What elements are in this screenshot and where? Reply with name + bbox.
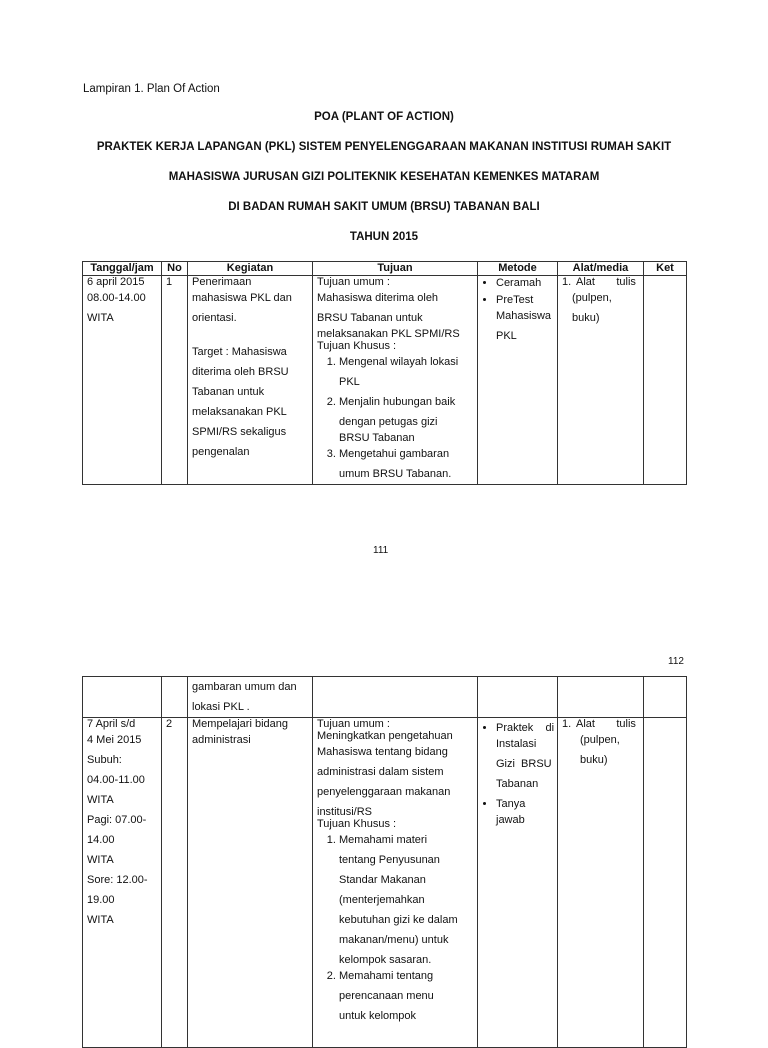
list-item-line: 3. Mengetahui gambaran [339,448,450,460]
list-item-line: BRSU Tabanan [339,432,415,444]
list-item-line: dengan petugas gizi [339,416,438,428]
kegiatan-line: mahasiswa PKL dan [192,292,292,304]
document-page-2 [0,610,768,1024]
cell-kegiatan [188,718,313,1048]
list-item-line: umum BRSU Tabanan. [339,468,452,480]
list-item [496,290,553,346]
header-alat-media: Alat/media [558,262,644,276]
metode-line: jawab [496,814,525,826]
table-row [83,718,687,1048]
cell-metode [478,276,558,485]
tanggal-line: WITA [87,794,114,806]
header-tujuan: Tujuan [313,262,478,276]
header-no: No [162,262,188,276]
doc-subtitle-1: PRAKTEK KERJA LAPANGAN (PKL) SISTEM PENYELENGGARAAN MAKANAN INSTITUSI RUMAH SAKIT [96,141,672,153]
alat-line: buku) [572,312,600,324]
metode-line: • PreTest [496,294,534,306]
row-number: 2 [166,718,173,730]
tujuan-khusus-label: Tujuan Khusus : [317,340,397,352]
metode-line: PKL [496,330,517,342]
row-number: 1 [166,276,173,288]
metode-list [482,718,553,830]
list-item-line: kebutuhan gizi ke dalam [339,914,458,926]
target-line: SPMI/RS sekaligus [192,426,287,438]
list-item [496,718,553,794]
metode-line: • Tanya [496,798,526,810]
tanggal-line: 08.00-14.00 [87,292,146,304]
alat-line: Alat tulis [576,276,636,288]
list-item [562,276,639,288]
cell-tanggal [83,276,162,485]
list-item-line: 2. Menjalin hubungan baik [339,396,456,408]
tanggal-line: 19.00 [87,894,115,906]
cell-ket [644,718,687,1048]
doc-subtitle-3: DI BADAN RUMAH SAKIT UMUM (BRSU) TABANAN BALI [228,201,540,213]
alat-line: Alat tulis [576,718,636,730]
target-line: diterima oleh BRSU [192,366,289,378]
cell-alat-media [558,677,644,718]
list-item [339,352,473,392]
tanggal-line: Pagi: 07.00- [87,814,147,826]
tanggal-line: 04.00-11.00 [87,774,145,786]
table-row-continuation [83,677,687,718]
cell-tanggal [83,677,162,718]
alat-line: (pulpen, [580,734,620,746]
list-item-line: untuk kelompok [339,1010,417,1022]
poa-table-page-2 [82,676,687,1048]
metode-line: Mahasiswa [496,310,552,322]
list-item [496,276,553,290]
cell-alat-media [558,718,644,1048]
list-item-line: Standar Makanan [339,874,426,886]
tanggal-line: 6 april 2015 [87,276,145,288]
cell-kegiatan [188,276,313,485]
cell-no [162,276,188,485]
header-ket: Ket [644,262,687,276]
target-line: Target : Mahasiswa [192,346,287,358]
tanggal-line: Subuh: [87,754,122,766]
tujuan-umum-line: melaksanakan PKL SPMI/RS [317,328,460,340]
list-item-line: PKL [339,376,360,388]
doc-year: TAHUN 2015 [349,231,419,243]
kegiatan-line: gambaran umum dan [192,681,297,693]
cell-ket [644,677,687,718]
tanggal-line: 4 Mei 2015 [87,734,142,746]
metode-line: Instalasi [496,738,537,750]
tanggal-line: WITA [87,914,114,926]
cell-metode [478,718,558,1048]
page-number: 111 [373,545,389,556]
list-item-line: kelompok sasaran. [339,954,432,966]
list-item [562,718,639,730]
kegiatan-line: Mempelajari bidang [192,718,288,730]
table-header-row [83,262,687,276]
tujuan-umum-line: Mahasiswa diterima oleh [317,292,439,304]
cell-tujuan [313,718,478,1048]
target-line: pengenalan [192,446,250,458]
list-number: 1. [562,718,572,730]
cell-tujuan [313,276,478,485]
list-item-line: 1. Memahami materi [339,834,428,846]
metode-line: • Praktek di [496,722,555,734]
list-item [339,830,473,966]
kegiatan-line: Penerimaan [192,276,252,288]
doc-title: POA (PLANT OF ACTION) [314,111,454,123]
poa-table-page-1 [82,261,687,485]
list-item-line: perencanaan menu [339,990,434,1002]
cell-tujuan [313,677,478,718]
list-item [496,794,553,830]
tujuan-khusus-list [317,830,473,1026]
tanggal-line: Sore: 12.00- [87,874,148,886]
list-item [339,444,473,484]
list-item-line: 1. Mengenal wilayah lokasi [339,356,459,368]
list-item-line: (menterjemahkan [339,894,425,906]
doc-subtitle-2: MAHASISWA JURUSAN GIZI POLITEKNIK KESEHATAN KEMENKES MATARAM [168,171,600,183]
alat-line: (pulpen, [572,292,612,304]
list-item [339,966,473,1026]
tujuan-umum-line: institusi/RS [317,806,373,818]
tujuan-umum-line: Mahasiswa tentang bidang [317,746,448,758]
list-item-line: 2. Memahami tentang [339,970,434,982]
cell-kegiatan [188,677,313,718]
target-line: melaksanakan PKL [192,406,287,418]
tanggal-line: WITA [87,312,114,324]
target-line: Tabanan untuk [192,386,265,398]
table-row [83,276,687,485]
tujuan-khusus-label: Tujuan Khusus : [317,818,397,830]
metode-line: • Ceramah [496,277,542,289]
tanggal-line: 14.00 [87,834,115,846]
metode-list [482,276,553,346]
header-kegiatan: Kegiatan [188,262,313,276]
cell-no [162,677,188,718]
tanggal-line: WITA [87,854,114,866]
alat-line: buku) [580,754,608,766]
appendix-caption: Lampiran 1. Plan Of Action [83,83,220,95]
tujuan-umum-label: Tujuan umum : [317,276,390,288]
tujuan-umum-line: Meningkatkan pengetahuan [317,730,453,742]
cell-tanggal [83,718,162,1048]
kegiatan-line: lokasi PKL . [192,701,250,713]
kegiatan-line: orientasi. [192,312,237,324]
cell-no [162,718,188,1048]
list-item [339,392,473,444]
metode-line: Gizi BRSU [496,758,552,770]
list-number: 1. [562,276,572,288]
list-item-line: makanan/menu) untuk [339,934,449,946]
tujuan-umum-line: BRSU Tabanan untuk [317,312,423,324]
page-number: 112 [668,656,684,667]
cell-alat-media [558,276,644,485]
tujuan-umum-line: administrasi dalam sistem [317,766,444,778]
kegiatan-line: administrasi [192,734,251,746]
tujuan-umum-label: Tujuan umum : [317,718,390,730]
header-metode: Metode [478,262,558,276]
header-tanggal: Tanggal/jam [83,262,162,276]
cell-metode [478,677,558,718]
list-item-line: tentang Penyusunan [339,854,440,866]
cell-ket [644,276,687,485]
tanggal-line: 7 April s/d [87,718,136,730]
tujuan-khusus-list [317,352,473,484]
tujuan-umum-line: penyelenggaraan makanan [317,786,451,798]
metode-line: Tabanan [496,778,539,790]
